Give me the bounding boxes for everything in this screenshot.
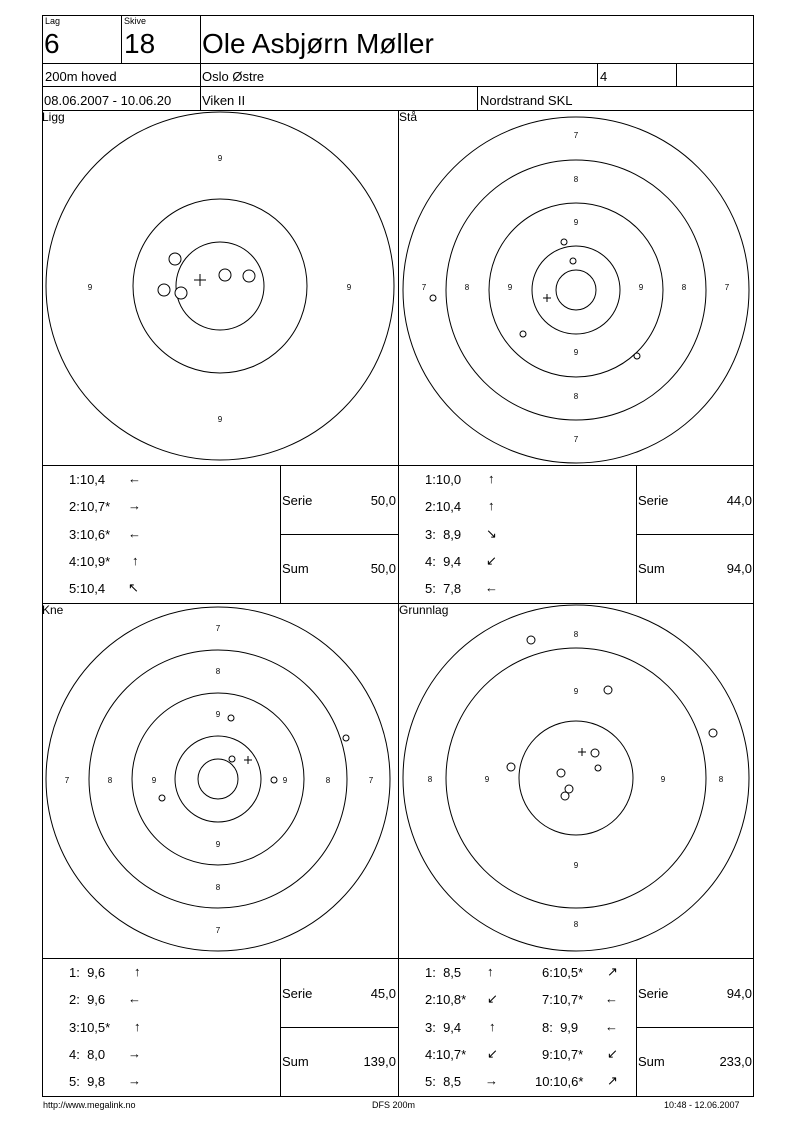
program-name: 200m hoved (45, 69, 117, 84)
shot-hole (604, 686, 612, 694)
arrow-icon: ↘ (486, 526, 497, 541)
ring-label: 8 (107, 776, 113, 785)
arrow-icon: ← (605, 1019, 618, 1034)
arrow-icon: ↙ (487, 1046, 498, 1061)
grunnlag-sum-value: 233,0 (719, 1054, 752, 1069)
arrow-icon: ↑ (132, 553, 139, 568)
shot-value: 3:10,6* (69, 527, 111, 542)
ring-label: 9 (346, 283, 352, 292)
shot-hole (520, 331, 526, 337)
ring-label: 8 (573, 920, 579, 929)
ring-label: 9 (87, 283, 93, 292)
shot-hole (561, 792, 569, 800)
shot-hole (343, 735, 349, 741)
shot-hole (159, 795, 165, 801)
shot-value: 10:10,6* (535, 1074, 584, 1089)
shot-value: 3:10,5* (69, 1020, 111, 1035)
shot-hole (169, 253, 181, 265)
staa-sum-value: 94,0 (726, 561, 752, 576)
ring-label: 9 (573, 218, 579, 227)
arrow-icon: → (485, 1073, 498, 1088)
ring-label: 7 (64, 776, 70, 785)
arrow-icon: ← (128, 471, 141, 486)
shot-hole (595, 765, 601, 771)
lag-label: Lag (45, 16, 61, 26)
shot-hole (158, 284, 170, 296)
shot-hole (271, 777, 277, 783)
skive-label: Skive (124, 16, 147, 26)
position-title-staa: Stå (399, 110, 418, 124)
shot-list-grunnlag (399, 959, 636, 1096)
arrow-icon: ↗ (607, 964, 618, 979)
shot-hole (634, 353, 640, 359)
arrow-icon: ↖ (128, 580, 139, 595)
position-title-ligg: Ligg (42, 110, 65, 124)
ring-label: 8 (573, 175, 579, 184)
skive-value: 18 (124, 28, 156, 59)
shot-value: 3: 9,4 (425, 1020, 462, 1035)
shot-value: 4: 8,0 (69, 1047, 106, 1062)
shot-value: 7:10,7* (542, 992, 584, 1007)
ring-label: 7 (215, 926, 221, 935)
ring-label: 7 (573, 131, 579, 140)
ligg-sum-value: 50,0 (370, 561, 396, 576)
shot-value: 1:10,4 (69, 472, 106, 487)
shot-hole (709, 729, 717, 737)
position-title-kne: Kne (42, 603, 64, 617)
arrow-icon: ↑ (134, 964, 141, 979)
ring-label: 9 (638, 283, 644, 292)
ring-label: 8 (718, 775, 724, 784)
shot-hole (228, 715, 234, 721)
ring-label: 7 (368, 776, 374, 785)
shot-hole (430, 295, 436, 301)
shot-value: 1: 9,6 (69, 965, 106, 980)
ring-label: 8 (215, 667, 221, 676)
arrow-icon: ↑ (488, 498, 495, 513)
ring-label: 7 (421, 283, 427, 292)
shot-value: 3: 8,9 (425, 527, 462, 542)
arrow-icon: ← (605, 991, 618, 1006)
ring-label: 9 (215, 840, 221, 849)
shot-value: 9:10,7* (542, 1047, 584, 1062)
shot-hole (591, 749, 599, 757)
date-range: 08.06.2007 - 10.06.20 (44, 93, 172, 108)
shot-value: 5: 9,8 (69, 1074, 106, 1089)
shot-value: 2: 9,6 (69, 992, 106, 1007)
serie-label: Serie (638, 986, 669, 1001)
ring-label: 8 (427, 775, 433, 784)
shot-value: 1:10,0 (425, 472, 462, 487)
arrow-icon: ↗ (607, 1073, 618, 1088)
shot-hole (229, 756, 235, 762)
club-region: Oslo Østre (202, 69, 265, 84)
serie-label: Serie (282, 493, 313, 508)
arrow-icon: ← (128, 526, 141, 541)
arrow-icon: ← (485, 580, 498, 595)
target-grunnlag (399, 603, 754, 958)
shot-hole (561, 239, 567, 245)
ring-label: 9 (217, 154, 223, 163)
shot-value: 2:10,4 (425, 499, 462, 514)
place: Viken II (202, 93, 246, 108)
grunnlag-serie-value: 94,0 (726, 986, 752, 1001)
serie-label: Serie (282, 986, 313, 1001)
staa-serie-value: 44,0 (726, 493, 752, 508)
organizer: Nordstrand SKL (480, 93, 573, 108)
ligg-serie-value: 50,0 (370, 493, 396, 508)
shot-list-staa (399, 466, 636, 603)
ring-label: 9 (573, 348, 579, 357)
arrow-icon: ↙ (486, 553, 497, 568)
ring-label: 7 (573, 435, 579, 444)
average-cross (244, 756, 252, 764)
shot-value: 4:10,7* (425, 1047, 467, 1062)
kne-sum-value: 139,0 (363, 1054, 396, 1069)
ring-label: 9 (573, 687, 579, 696)
shot-hole (570, 258, 576, 264)
shot-hole (243, 270, 255, 282)
shot-value: 4:10,9* (69, 554, 111, 569)
shooter-name: Ole Asbjørn Møller (202, 28, 434, 59)
target-kne (42, 603, 398, 958)
average-cross (578, 748, 586, 756)
sum-label: Sum (638, 1054, 665, 1069)
shot-value: 4: 9,4 (425, 554, 462, 569)
arrow-icon: ↙ (487, 991, 498, 1006)
shot-value: 1: 8,5 (425, 965, 462, 980)
arrow-icon: ↙ (607, 1046, 618, 1061)
shot-value: 5:10,4 (69, 581, 106, 596)
ring-label: 9 (151, 776, 157, 785)
shot-hole (557, 769, 565, 777)
arrow-icon: ↑ (487, 964, 494, 979)
ring-label: 7 (215, 624, 221, 633)
average-cross (194, 274, 206, 286)
sum-label: Sum (282, 561, 309, 576)
footer-timestamp: 10:48 - 12.06.2007 (664, 1100, 740, 1110)
shot-hole (175, 287, 187, 299)
shot-value: 2:10,7* (69, 499, 111, 514)
arrow-icon: → (128, 1046, 141, 1061)
position-title-grunnlag: Grunnlag (399, 603, 449, 617)
shot-value: 2:10,8* (425, 992, 467, 1007)
shot-hole (507, 763, 515, 771)
arrow-icon: ↑ (134, 1019, 141, 1034)
ring-label: 7 (724, 283, 730, 292)
arrow-icon: → (128, 498, 141, 513)
ring-label: 9 (660, 775, 666, 784)
shot-hole (219, 269, 231, 281)
shot-hole (527, 636, 535, 644)
sum-label: Sum (638, 561, 665, 576)
ring-label: 9 (507, 283, 513, 292)
ring-label: 8 (215, 883, 221, 892)
lag-value: 6 (44, 28, 60, 59)
serie-label: Serie (638, 493, 669, 508)
arrow-icon: ← (128, 991, 141, 1006)
shot-value: 8: 9,9 (542, 1020, 579, 1035)
ring-label: 9 (215, 710, 221, 719)
sum-label: Sum (282, 1054, 309, 1069)
region-number: 4 (600, 69, 608, 84)
ring-label: 8 (573, 630, 579, 639)
shot-list-ligg (42, 466, 280, 603)
shot-value: 5: 7,8 (425, 581, 462, 596)
kne-serie-value: 45,0 (370, 986, 396, 1001)
ring-label: 8 (681, 283, 687, 292)
target-staa (399, 110, 754, 465)
ring-label: 9 (484, 775, 490, 784)
ring-label: 8 (573, 392, 579, 401)
shot-value: 6:10,5* (542, 965, 584, 980)
footer-program: DFS 200m (372, 1100, 416, 1110)
ring-label: 9 (573, 861, 579, 870)
shot-value: 5: 8,5 (425, 1074, 462, 1089)
ring-label: 9 (282, 776, 288, 785)
ring-label: 8 (325, 776, 331, 785)
arrow-icon: ↑ (489, 1019, 496, 1034)
ring-label: 9 (217, 415, 223, 424)
footer-url[interactable]: http://www.megalink.no (43, 1100, 136, 1110)
arrow-icon: → (128, 1073, 141, 1088)
average-cross (543, 294, 551, 302)
shot-list-kne (42, 959, 280, 1096)
ring-label: 8 (464, 283, 470, 292)
target-ligg (42, 110, 398, 465)
arrow-icon: ↑ (488, 471, 495, 486)
